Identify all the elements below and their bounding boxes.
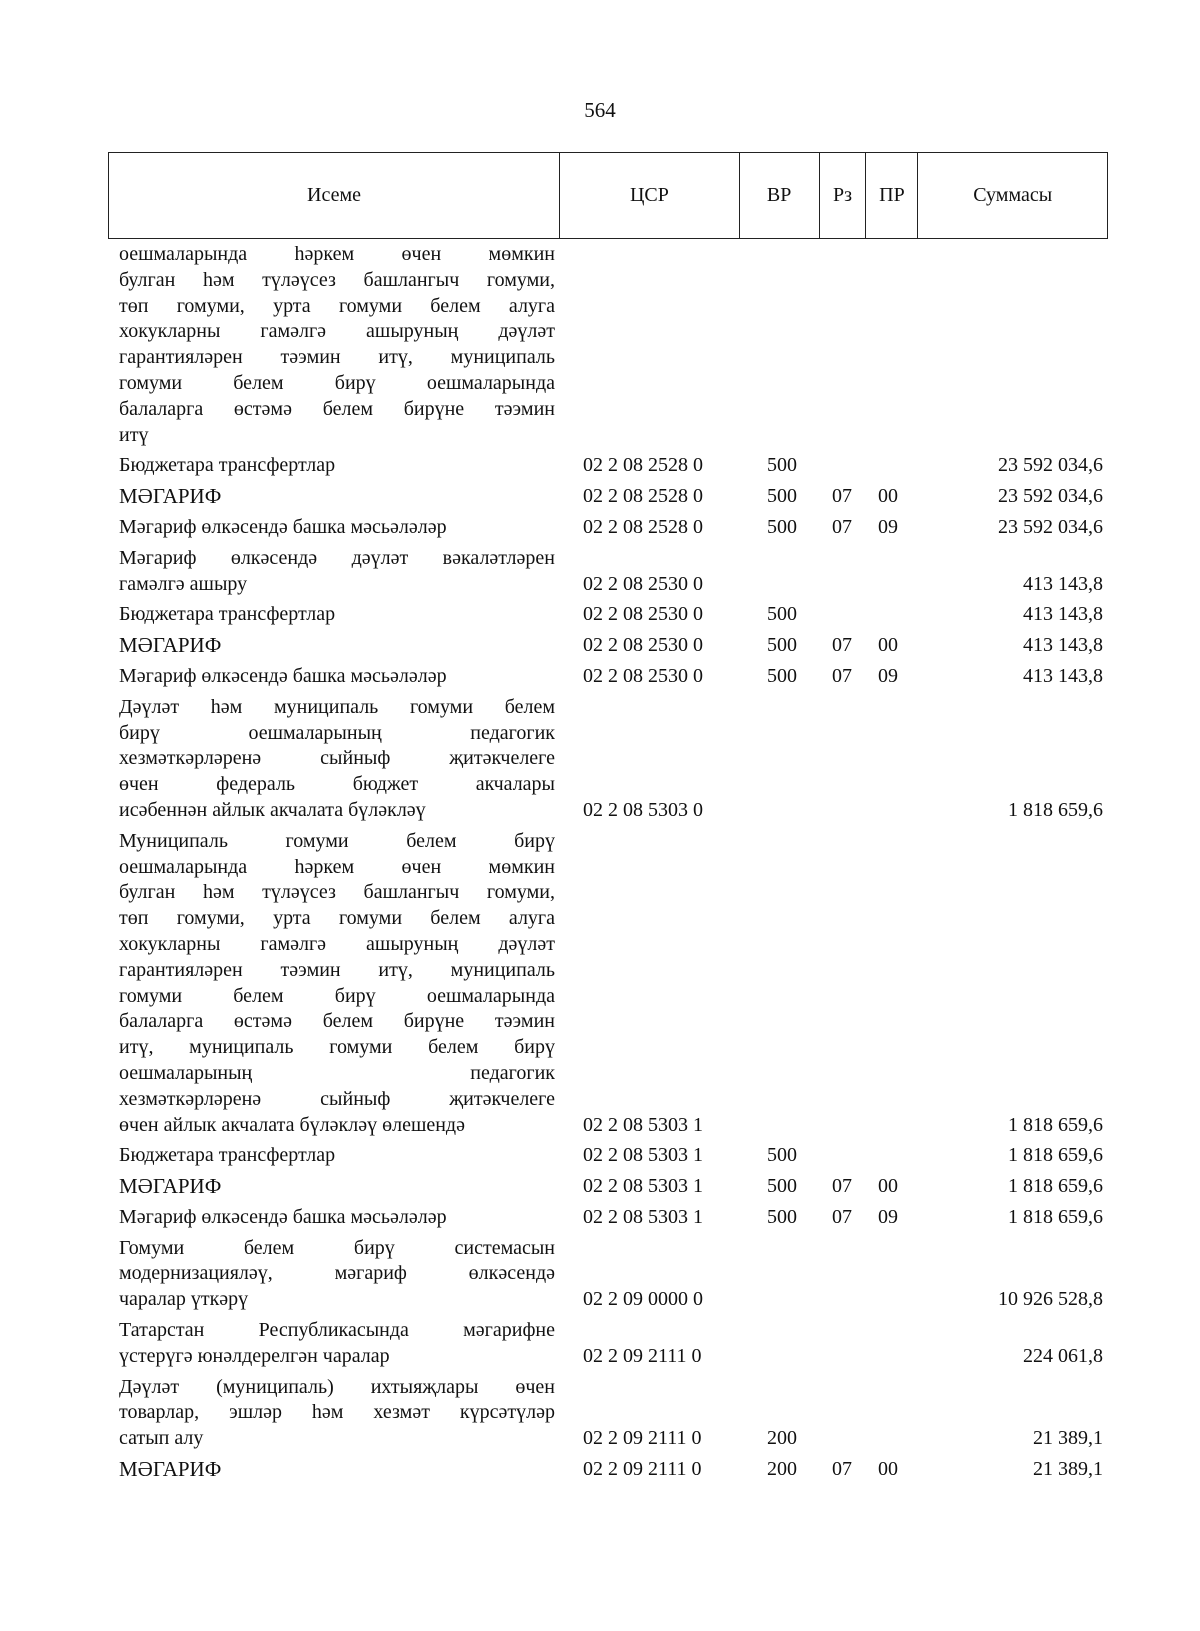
row-rz: 07 bbox=[832, 664, 852, 687]
row-name-line: хезмәткәрләренә сыйныф җитәкчелеге bbox=[119, 747, 555, 770]
row-name-line: Дәүләт (муниципаль) ихтыяҗлары өчен bbox=[119, 1375, 555, 1398]
table-body bbox=[0, 242, 1200, 1488]
row-pr: 00 bbox=[878, 1458, 898, 1481]
row-csr: 02 2 09 2111 0 bbox=[583, 1344, 702, 1367]
row-name bbox=[119, 695, 555, 824]
row-rz: 07 bbox=[832, 515, 852, 538]
row-csr: 02 2 08 2530 0 bbox=[583, 664, 703, 687]
header-pr: ПР bbox=[866, 153, 918, 238]
row-sum: 1 818 659,6 bbox=[1008, 1205, 1103, 1228]
row-name-line: оешмаларында һәркем өчен мөмкин bbox=[119, 243, 555, 265]
table-row bbox=[0, 1205, 1200, 1231]
table-row bbox=[0, 1143, 1200, 1169]
row-sum: 413 143,8 bbox=[1023, 572, 1103, 595]
row-pr: 09 bbox=[878, 664, 898, 687]
row-name bbox=[119, 1236, 555, 1313]
header-vr: ВР bbox=[740, 153, 820, 238]
row-name bbox=[119, 1318, 555, 1370]
row-rz: 07 bbox=[832, 634, 852, 657]
row-csr: 02 2 09 2111 0 bbox=[583, 1427, 702, 1450]
header-csr: ЦСР bbox=[560, 153, 740, 238]
row-name: Мәгариф өлкәсендә башка мәсьәләләр bbox=[119, 1205, 447, 1228]
row-sum: 1 818 659,6 bbox=[1008, 1175, 1103, 1198]
row-name-line: төп гомуми, урта гомуми белем алуга bbox=[119, 294, 555, 317]
table-row bbox=[0, 602, 1200, 628]
row-name-line: гомуми белем бирү оешмаларында bbox=[119, 984, 555, 1007]
row-name-line: товарлар, эшләр һәм хезмәт күрсәтүләр bbox=[119, 1401, 555, 1424]
table-row bbox=[0, 633, 1200, 659]
table-row bbox=[0, 664, 1200, 690]
table-row bbox=[0, 484, 1200, 510]
row-name bbox=[119, 1375, 555, 1452]
row-sum: 10 926 528,8 bbox=[998, 1288, 1103, 1311]
row-sum: 23 592 034,6 bbox=[998, 454, 1103, 477]
table-header bbox=[108, 152, 1108, 239]
row-name-line: Дәүләт һәм муниципаль гомуми белем bbox=[119, 695, 555, 718]
row-name bbox=[119, 829, 555, 1139]
row-rz: 07 bbox=[832, 1175, 852, 1198]
table-row bbox=[0, 1457, 1200, 1483]
row-pr: 00 bbox=[878, 485, 898, 508]
row-vr: 500 bbox=[767, 454, 797, 477]
row-csr: 02 2 08 2528 0 bbox=[583, 454, 703, 477]
row-csr: 02 2 09 2111 0 bbox=[583, 1458, 702, 1481]
row-rz: 07 bbox=[832, 1458, 852, 1481]
row-name-line: өчен айлык акчалата бүләкләү өлешендә bbox=[119, 1113, 465, 1136]
row-name-line: гарантияләрен тәэмин итү, муниципаль bbox=[119, 958, 555, 981]
row-vr: 500 bbox=[767, 485, 797, 508]
row-csr: 02 2 08 2530 0 bbox=[583, 603, 703, 626]
row-vr: 500 bbox=[767, 1144, 797, 1167]
row-name-line: оешмаларының педагогик bbox=[119, 1061, 555, 1084]
row-vr: 200 bbox=[767, 1458, 797, 1481]
row-vr: 500 bbox=[767, 515, 797, 538]
row-pr: 09 bbox=[878, 515, 898, 538]
table-row bbox=[0, 1174, 1200, 1200]
row-name: МӘГАРИФ bbox=[119, 1174, 222, 1199]
row-name-line: бирү оешмаларының педагогик bbox=[119, 721, 555, 744]
header-rz: Рз bbox=[820, 153, 867, 238]
table-row bbox=[0, 1318, 1200, 1370]
row-name-line: модернизацияләү, мәгариф өлкәсендә bbox=[119, 1262, 555, 1285]
row-csr: 02 2 09 0000 0 bbox=[583, 1288, 703, 1311]
row-name-line: Мәгариф өлкәсендә дәүләт вәкаләтләрен bbox=[119, 546, 555, 569]
row-name-line: төп гомуми, урта гомуми белем алуга bbox=[119, 907, 555, 930]
row-name-line: итү, муниципаль гомуми белем бирү bbox=[119, 1036, 555, 1059]
row-vr: 500 bbox=[767, 603, 797, 626]
row-name: Бюджетара трансфертлар bbox=[119, 454, 336, 477]
row-vr: 500 bbox=[767, 1175, 797, 1198]
row-csr: 02 2 08 2530 0 bbox=[583, 634, 703, 657]
row-name-line: Гомуми белем бирү системасын bbox=[119, 1236, 555, 1259]
table-row bbox=[0, 1236, 1200, 1313]
table-row bbox=[0, 546, 1200, 598]
row-name: Мәгариф өлкәсендә башка мәсьәләләр bbox=[119, 664, 447, 687]
row-vr: 500 bbox=[767, 664, 797, 687]
row-sum: 23 592 034,6 bbox=[998, 515, 1103, 538]
row-sum: 413 143,8 bbox=[1023, 664, 1103, 687]
row-pr: 00 bbox=[878, 1175, 898, 1198]
row-csr: 02 2 08 5303 1 bbox=[583, 1175, 703, 1198]
row-name-line: итү bbox=[119, 423, 149, 446]
row-vr: 500 bbox=[767, 634, 797, 657]
row-csr: 02 2 08 5303 0 bbox=[583, 798, 703, 821]
row-sum: 21 389,1 bbox=[1033, 1458, 1103, 1481]
row-rz: 07 bbox=[832, 485, 852, 508]
row-csr: 02 2 08 5303 1 bbox=[583, 1144, 703, 1167]
row-sum: 224 061,8 bbox=[1023, 1344, 1103, 1367]
table-row bbox=[0, 515, 1200, 541]
row-name: МӘГАРИФ bbox=[119, 633, 222, 658]
table-row bbox=[0, 453, 1200, 479]
row-vr: 500 bbox=[767, 1205, 797, 1228]
table-row bbox=[0, 242, 1200, 448]
row-sum: 21 389,1 bbox=[1033, 1427, 1103, 1450]
row-sum: 1 818 659,6 bbox=[1008, 1113, 1103, 1136]
row-sum: 23 592 034,6 bbox=[998, 485, 1103, 508]
row-name-line: балаларга өстәмә белем бирүне тәэмин bbox=[119, 397, 555, 420]
table-row bbox=[0, 1375, 1200, 1452]
row-vr: 200 bbox=[767, 1427, 797, 1450]
row-csr: 02 2 08 5303 1 bbox=[583, 1113, 703, 1136]
row-name-line: хокукларны гамәлгә ашыруның дәүләт bbox=[119, 320, 555, 343]
row-sum: 1 818 659,6 bbox=[1008, 798, 1103, 821]
table-row bbox=[0, 829, 1200, 1139]
row-name-line: исәбеннән айлык акчалата бүләкләү bbox=[119, 798, 426, 821]
row-name bbox=[119, 546, 555, 598]
header-name: Исеме bbox=[109, 153, 560, 238]
row-rz: 07 bbox=[832, 1205, 852, 1228]
row-name-line: Муниципаль гомуми белем бирү bbox=[119, 829, 555, 852]
row-csr: 02 2 08 2528 0 bbox=[583, 485, 703, 508]
row-name: Мәгариф өлкәсендә башка мәсьәләләр bbox=[119, 515, 447, 538]
row-name-line: оешмаларында һәркем өчен мөмкин bbox=[119, 855, 555, 878]
row-name-line: чаралар үткәрү bbox=[119, 1288, 249, 1311]
row-csr: 02 2 08 2528 0 bbox=[583, 515, 703, 538]
row-csr: 02 2 08 5303 1 bbox=[583, 1205, 703, 1228]
header-sum: Суммасы bbox=[973, 184, 1053, 206]
row-sum: 413 143,8 bbox=[1023, 634, 1103, 657]
row-name-line: үстерүгә юнәлдерелгән чаралар bbox=[119, 1344, 390, 1367]
row-name-line: гарантияләрен тәэмин итү, муниципаль bbox=[119, 346, 555, 369]
row-name-line: сатып алу bbox=[119, 1427, 204, 1450]
row-csr: 02 2 08 2530 0 bbox=[583, 572, 703, 595]
row-name-line: гомуми белем бирү оешмаларында bbox=[119, 371, 555, 394]
row-name: Бюджетара трансфертлар bbox=[119, 1144, 336, 1167]
row-name-line: гамәлгә ашыру bbox=[119, 572, 248, 595]
row-sum: 413 143,8 bbox=[1023, 603, 1103, 626]
row-name-line: хокукларны гамәлгә ашыруның дәүләт bbox=[119, 932, 555, 955]
page-number: 564 bbox=[584, 98, 616, 122]
row-name: МӘГАРИФ bbox=[119, 484, 222, 509]
row-pr: 00 bbox=[878, 634, 898, 657]
row-name-line: хезмәткәрләренә сыйныф җитәкчелеге bbox=[119, 1087, 555, 1110]
row-pr: 09 bbox=[878, 1205, 898, 1228]
row-name-line: булган һәм түләүсез башлангыч гомуми, bbox=[119, 881, 555, 904]
row-name-line: өчен федераль бюджет акчалары bbox=[119, 773, 555, 796]
row-name-line: балаларга өстәмә белем бирүне тәэмин bbox=[119, 1010, 555, 1033]
row-name-line: Татарстан Республикасында мәгарифне bbox=[119, 1319, 555, 1342]
row-name: Бюджетара трансфертлар bbox=[119, 603, 336, 626]
row-name-line: булган һәм түләүсез башлангыч гомуми, bbox=[119, 268, 555, 291]
table-row bbox=[0, 695, 1200, 824]
row-name bbox=[119, 242, 555, 448]
row-name: МӘГАРИФ bbox=[119, 1457, 222, 1482]
row-sum: 1 818 659,6 bbox=[1008, 1144, 1103, 1167]
